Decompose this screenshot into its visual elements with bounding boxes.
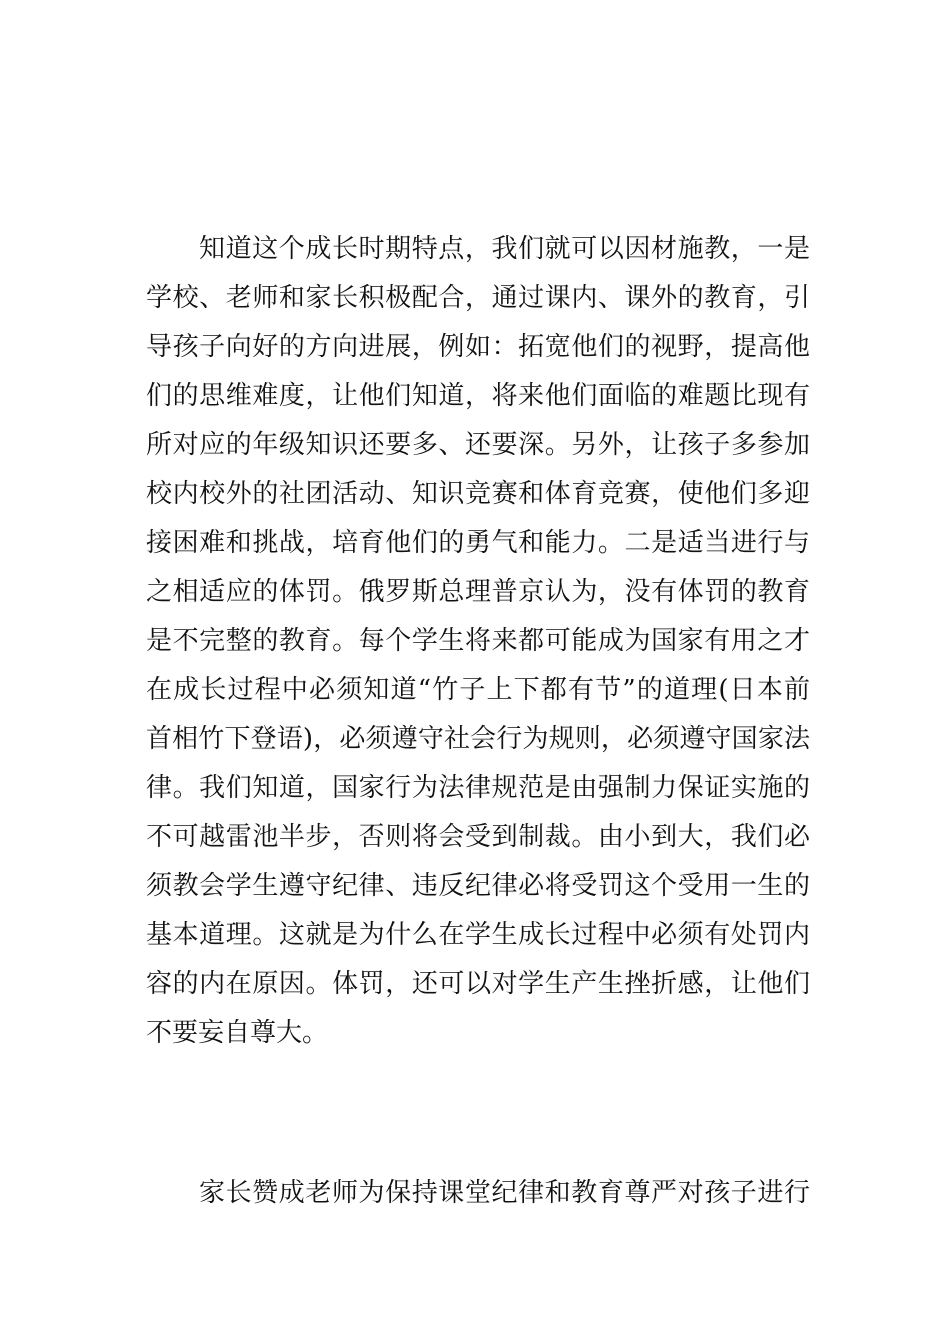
paragraph-line: 首相竹下登语)，必须遵守社会行为规则，必须遵守国家法 xyxy=(146,724,810,754)
paragraph-1 xyxy=(146,225,810,1058)
paragraph-line: 们的思维难度，让他们知道，将来他们面临的难题比现有 xyxy=(146,381,810,411)
paragraph-line: 不可越雷池半步，否则将会受到制裁。由小到大，我们必 xyxy=(146,822,810,852)
paragraph-line: 之相适应的体罚。俄罗斯总理普京认为，没有体罚的教育 xyxy=(146,577,810,607)
paragraph-line: 在成长过程中必须知道“竹子上下都有节”的道理(日本前 xyxy=(146,675,810,705)
paragraph-line: 容的内在原因。体罚，还可以对学生产生挫折感，让他们 xyxy=(146,969,810,999)
paragraph-line: 是不完整的教育。每个学生将来都可能成为国家有用之才 xyxy=(146,626,810,656)
paragraph-line: 律。我们知道，国家行为法律规范是由强制力保证实施的 xyxy=(146,773,810,803)
paragraph-line: 校内校外的社团活动、知识竞赛和体育竞赛，使他们多迎 xyxy=(146,479,810,509)
paragraph-line: 须教会学生遵守纪律、违反纪律必将受罚这个受用一生的 xyxy=(146,871,810,901)
paragraph-line: 不要妄自尊大。 xyxy=(146,1018,329,1048)
paragraph-2 xyxy=(146,1169,810,1218)
paragraph-line: 家长赞成老师为保持课堂纪律和教育尊严对孩子进行 xyxy=(199,1178,810,1208)
paragraph-line: 接困难和挑战，培育他们的勇气和能力。二是适当进行与 xyxy=(146,528,810,558)
paragraph-line: 知道这个成长时期特点，我们就可以因材施教，一是 xyxy=(199,234,810,264)
paragraph-line: 基本道理。这就是为什么在学生成长过程中必须有处罚内 xyxy=(146,920,810,950)
paragraph-line: 所对应的年级知识还要多、还要深。另外，让孩子多参加 xyxy=(146,430,810,460)
paragraph-line: 导孩子向好的方向进展，例如：拓宽他们的视野，提高他 xyxy=(146,332,810,362)
paragraph-line: 学校、老师和家长积极配合，通过课内、课外的教育，引 xyxy=(146,283,810,313)
